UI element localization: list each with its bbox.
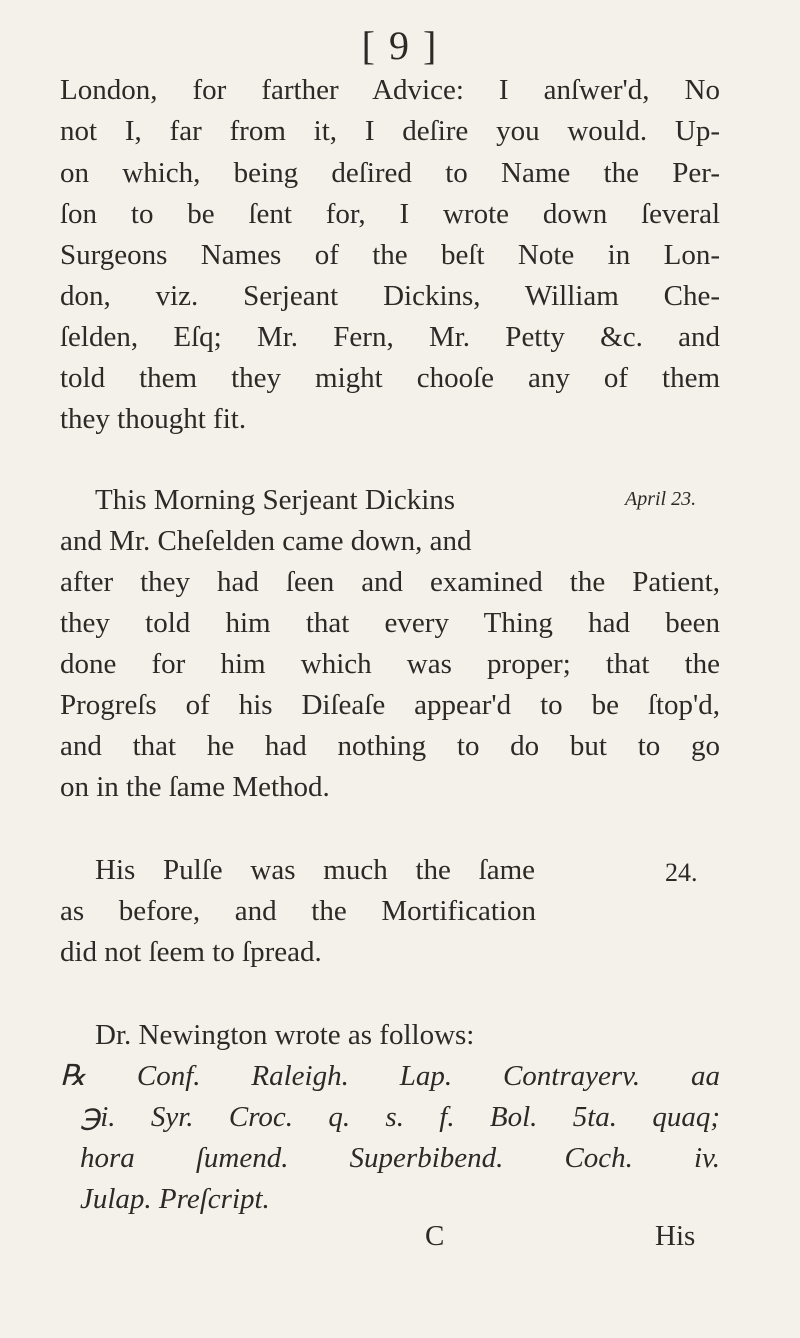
text-line: as before, and the Mortification [60, 895, 536, 927]
text-line: This Morning Serjeant Dickins [95, 484, 456, 516]
signature-mark: C [425, 1220, 445, 1252]
text-line: did not ſeem to ſpread. [60, 936, 322, 968]
prescription-line: ℞ Conf. Raleigh. Lap. Contrayerv. aa [60, 1060, 720, 1092]
text-line: and Mr. Cheſelden came down, and [60, 525, 472, 557]
text-line: they told him that every Thing had been [60, 607, 720, 639]
text-line: not I, far from it, I deſire you would. Up- [60, 115, 720, 147]
margin-note-date: April 23. [625, 488, 697, 510]
text-line: on which, being deſired to Name the Per- [60, 157, 720, 189]
prescription-line: hora ſumend. Superbibend. Coch. iv. [80, 1142, 720, 1174]
text-line: Surgeons Names of the beſt Note in Lon- [60, 239, 720, 271]
text-line: done for him which was proper; that the [60, 648, 720, 680]
text-line: on in the ſame Method. [60, 771, 330, 803]
text-line: don, viz. Serjeant Dickins, William Che- [60, 280, 720, 312]
page-number: [ 9 ] [361, 23, 439, 68]
margin-note-date: 24. [665, 858, 698, 887]
text-line: Progreſs of his Diſeaſe appear'd to be ſtop'd, [60, 689, 720, 721]
prescription-line: ℈i. Syr. Croc. q. s. f. Bol. 5ta. quaq; [80, 1101, 720, 1133]
text-line: ſelden, Eſq; Mr. Fern, Mr. Petty &c. and [60, 321, 720, 353]
text-line: and that he had nothing to do but to go [60, 730, 720, 762]
prescription-line: Julap. Preſcript. [80, 1183, 270, 1215]
text-line: Dr. Newington wrote as follows: [95, 1019, 475, 1051]
text-line: they thought fit. [60, 403, 247, 435]
text-line: ſon to be ſent for, I wrote down ſeveral [60, 198, 720, 230]
text-line: after they had ſeen and examined the Patient, [60, 566, 720, 598]
text-line: London, for farther Advice: I anſwer'd, No [60, 74, 720, 106]
text-line: His Pulſe was much the ſame [95, 854, 535, 886]
text-line: told them they might chooſe any of them [60, 362, 720, 394]
catchword: His [655, 1220, 696, 1252]
